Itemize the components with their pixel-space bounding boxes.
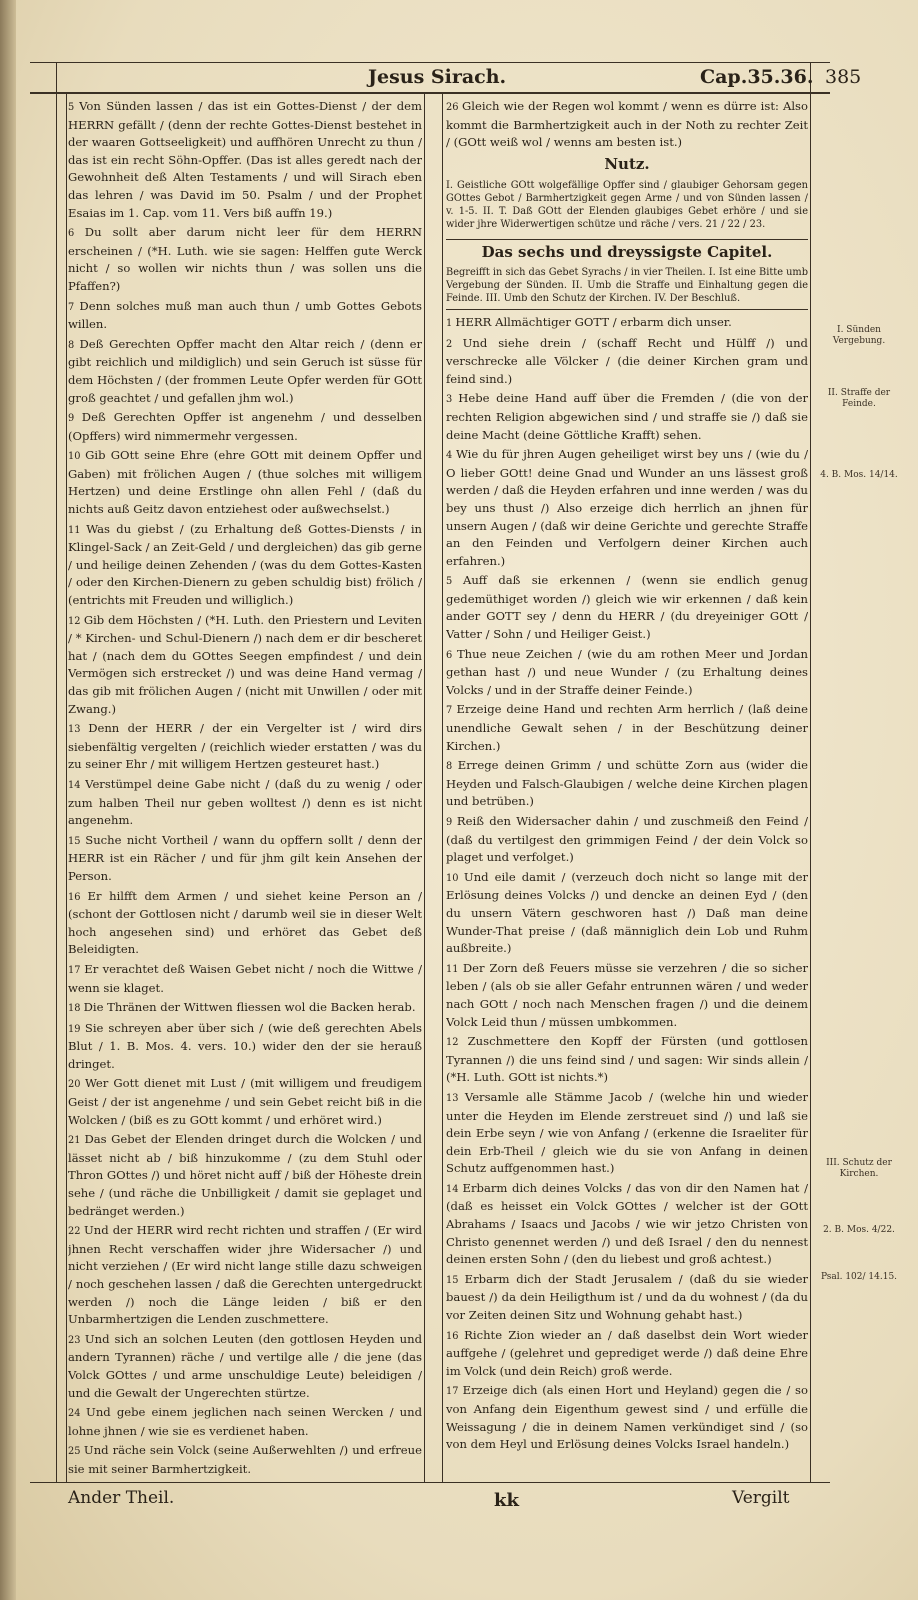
- verse-number: 15: [68, 835, 86, 847]
- verse: [68, 612, 422, 719]
- verse-text: Reiß den Widersacher dahin / und zuschmeiß den Feind / (daß du vertilgest den grimmigen Feind / der dein Volck so plaget und verfolget.): [446, 814, 808, 865]
- verse-number: 14: [446, 1183, 463, 1195]
- verse-number: 1: [446, 317, 456, 329]
- verse: [446, 646, 808, 700]
- verse-number: 12: [68, 615, 84, 627]
- verse-number: 7: [68, 301, 80, 313]
- verse-number: 20: [68, 1079, 85, 1091]
- verse-number: 6: [68, 228, 85, 240]
- verse: [446, 1382, 808, 1453]
- verse-text: Gib GOtt seine Ehre (ehre GOtt mit deinem Opffer und Gaben) mit frölichen Augen / (thue solches mit willigem Hertzen) und deine Erstlinge ohn allen Fehl / (daß du nichts auß Geitz davon entziehest oder außwechselst.): [68, 448, 422, 517]
- verse-text: Zuschmettere den Kopff der Fürsten (und gottlosen Tyrannen /) die uns feind sind / und sagen: Wir sinds allein / (*H. Luth. GOtt ist nichts.*): [446, 1034, 808, 1085]
- verse-number: 12: [446, 1037, 468, 1049]
- center-rule-left: [424, 92, 425, 1482]
- bottom-rule: [30, 1482, 830, 1483]
- verse-number: 4: [446, 450, 456, 462]
- chapter-title: Das sechs und dreyssigste Capitel.: [446, 239, 808, 262]
- verse-text: Und gebe einem jeglichen nach seinen Wercken / und lohne jhnen / wie sie es verdienet haben.: [68, 1405, 422, 1438]
- verse-text: Richte Zion wieder an / daß daselbst dein Wort wieder auffgehe / (gelehret und geprediget werde /) daß deine Ehre im Volck (und dein Reich) groß werde.: [446, 1327, 808, 1378]
- verse: [446, 390, 808, 444]
- verse-number: 8: [446, 761, 458, 773]
- verse-text: Erzeige deine Hand und rechten Arm herrlich / (laß deine unendliche Gewalt sehen / in der Beschützung deiner Kirchen.): [446, 702, 808, 753]
- verse-number: 24: [68, 1408, 87, 1420]
- verse-text: Deß Gerechten Opffer macht den Altar reich / (denn er gibt reichlich und mildiglich) und sein Geruch ist süsse für dem Höchsten / (der frommen Leute Opfer werden für GOtt groß geachtet / und gefallen jhm wol.): [68, 336, 422, 405]
- verse: [68, 1331, 422, 1402]
- verse-text: Du sollt aber darum nicht leer für dem HERRN erscheinen / (*H. Luth. wie sie sagen: Helffen gute Werck nicht / so wollen wir nichts thun / was sollen uns die Pfaffen?): [68, 225, 422, 293]
- verse-text: Sie schreyen aber über sich / (wie deß gerechten Abels Blut / 1. B. Mos. 4. vers. 10.) wider den der sie herauß dringet.: [68, 1020, 422, 1071]
- nutz-text: I. Geistliche GOtt wolgefällige Opffer sind / glaubiger Gehorsam gegen GOttes Gebot / Barmhertzigkeit gegen Arme / und von Sünden lassen / v. 1-5. II. T. Daß GOtt der Elenden glaubiges Gebet erhöre / und sie wider jhre Widerwertigen schütze und räche / vers. 21 / 22 / 23.: [446, 180, 808, 231]
- verse-text: Suche nicht Vortheil / wann du opffern sollt / denn der HERR ist ein Rächer / und für jhm gilt kein Ansehen der Person.: [68, 832, 422, 883]
- catchword: Vergilt: [732, 1488, 790, 1508]
- verse-number: 14: [68, 779, 86, 791]
- verse-number: 7: [446, 705, 457, 717]
- verse-text: Gleich wie der Regen wol kommt / wenn es dürre ist: Also kommt die Barmhertzigkeit auch in der Noth zu rechter Zeit / (GOtt weiß wol / wenns am besten ist.): [446, 99, 808, 150]
- verse-number: 23: [68, 1334, 85, 1346]
- chapter-reference: Cap.35.36.: [700, 66, 814, 88]
- top-rule: [30, 62, 830, 63]
- margin-note: I. Sünden Vergebung.: [832, 325, 886, 346]
- verse-number: 19: [68, 1023, 85, 1035]
- verse: [68, 224, 422, 295]
- verse: [68, 888, 422, 959]
- chapter-35-end: [446, 98, 808, 152]
- verse-number: 13: [68, 724, 89, 736]
- verse-text: HERR Allmächtiger GOTT / erbarm dich unser.: [455, 314, 732, 329]
- verse-text: Denn solches muß man auch thun / umb Gottes Gebots willen.: [68, 298, 422, 332]
- verse: [68, 447, 422, 518]
- verse: [68, 1404, 422, 1440]
- page-number: 385: [825, 66, 862, 88]
- verse-number: 6: [446, 649, 457, 661]
- verse: [446, 1089, 808, 1178]
- verse-number: 13: [446, 1092, 465, 1104]
- part-label: Ander Theil.: [68, 1488, 175, 1508]
- verse: [446, 1327, 808, 1381]
- verse-text: Auff daß sie erkennen / (wenn sie endlich genug gedemüthiget worden /) gleich wie wir erkennen / daß kein ander GOTT sey / denn du HERR / (du dreyeiniger GOtt / Vatter / Sohn / und Heiliger Geist.): [446, 573, 808, 642]
- verse-number: 5: [446, 576, 463, 588]
- verse-number: 10: [446, 872, 464, 884]
- verse: [68, 336, 422, 407]
- verse-text: Wie du für jhren Augen geheiliget wirst bey uns / (wie du / O lieber GOtt! deine Gnad und Wunder an uns lässest groß werden / daß die Heyden erfahren und inne werden / was du bey uns thust /) Also erzeige dich herrlich an jhnen für unsern Augen / (daß wir deine Gerichte und gerechte Straffe an den Feinden und Verfolgern deiner Kirchen auch erfahren.): [446, 447, 808, 568]
- margin-note: 2. B. Mos. 4/22.: [823, 1225, 895, 1235]
- verse: [68, 999, 422, 1018]
- verse-text: Hebe deine Hand auff über die Fremden / (die von der rechten Religion abgewichen sind / und straffe sie /) daß sie deine Macht (deine Göttliche Krafft) sehen.: [446, 391, 808, 442]
- verse-number: 8: [68, 339, 80, 351]
- verse-text: Er verachtet deß Waisen Gebet nicht / noch die Wittwe / wenn sie klaget.: [68, 961, 422, 995]
- verse-number: 22: [68, 1226, 84, 1238]
- verse: [68, 1222, 422, 1329]
- verse-text: Denn der HERR / der ein Vergelter ist / wird dirs siebenfältig vergelten / (reichlich wieder erstatten / was du zu seiner Ehr / mit willigem Hertzen gesteuret hast.): [68, 721, 422, 772]
- verse-text: Deß Gerechten Opffer ist angenehm / und desselben (Opffers) wird nimmermehr vergessen.: [68, 410, 422, 443]
- nutz-title: Nutz.: [604, 154, 650, 173]
- verse: [68, 961, 422, 997]
- verse-number: 11: [68, 524, 87, 536]
- verse: [68, 776, 422, 830]
- verse: [446, 98, 808, 152]
- verse-number: 9: [446, 817, 457, 828]
- verse: [68, 521, 422, 610]
- inner-left-rule: [66, 92, 67, 1482]
- verse-text: Was du giebst / (zu Erhaltung deß Gottes-Diensts / in Klingel-Sack / an Zeit-Geld / und dergleichen) das gib gerne / und heilige deinen Zehenden / (was du dem Gottes-Kasten / oder den Kirchen-Dienern zu geben schuldig bist) frölich / (entrichts mit Freuden und williglich.): [68, 521, 422, 608]
- header-rule: [30, 92, 830, 94]
- center-rule-right: [442, 92, 443, 1482]
- verse-number: 15: [446, 1274, 465, 1286]
- verse: [446, 1180, 808, 1269]
- verse-text: Errege deinen Grimm / und schütte Zorn aus (wider die Heyden und Falsch-Glaubigen / welche deine Kirchen plagen und betrüben.): [446, 758, 808, 809]
- verse: [446, 960, 808, 1031]
- verse: [68, 832, 422, 886]
- verse: [68, 298, 422, 334]
- verse-number: 17: [446, 1386, 463, 1398]
- signature-mark: kk: [494, 1490, 519, 1511]
- verse: [446, 701, 808, 755]
- running-title: Jesus Sirach.: [368, 66, 507, 88]
- verse-number: 25: [68, 1446, 84, 1458]
- verse-text: Gib dem Höchsten / (*H. Luth. den Priestern und Leviten / * Kirchen- und Schul-Dienern /) nach dem er dir bescheret hat / (nach dem du GOttes Seegen empfindest / und dein Vermögen sich erstrecket /) und was deine Hand vermag / das gib mit frölichen Augen / (nicht mit Unwillen / oder mit Zwang.): [68, 612, 422, 716]
- verse-number: 5: [68, 102, 80, 113]
- verse-number: 16: [68, 891, 88, 903]
- verse-number: 11: [446, 963, 463, 975]
- verse: [446, 314, 808, 333]
- verse-text: Erzeige dich (als einen Hort und Heyland) gegen die / so von Anfang dein Eigenthum gewest sind / und erfülle die Weissagung / die in deinem Namen verkündiget sind / (so von dem Heyl und Erlösung deines Volcks Israel handeln.): [446, 1383, 808, 1452]
- verse-text: Thue neue Zeichen / (wie du am rothen Meer und Jordan gethan hast /) und neue Wunder / (zu Erhaltung deines Volcks / und in der Straffe deiner Feinde.): [446, 646, 808, 697]
- verse-number: 16: [446, 1330, 465, 1342]
- verse: [68, 720, 422, 774]
- verse-text: Die Thränen der Wittwen fliessen wol die Backen herab.: [83, 1000, 416, 1015]
- verse-text: Und sich an solchen Leuten (den gottlosen Heyden und andern Tyrannen) räche / und vertilge alle / die jene (das Volck GOttes / und arme unschuldige Leute) beleidigen / und die Gewalt der Ungerechten stürtze.: [68, 1331, 422, 1400]
- verse: [68, 409, 422, 445]
- verse-text: Das Gebet der Elenden dringet durch die Wolcken / und lässet nicht ab / biß hinzukomme / (zu dem Stuhl oder Thron GOttes /) und höret nicht auff / biß der Höheste drein sehe / (und räche die Unbilligkeit / damit sie geplaget und bedränget werden.): [68, 1132, 422, 1218]
- right-margin-rule: [810, 62, 811, 1482]
- book-spine-shadow: [0, 0, 16, 1600]
- verse-text: Und eile damit / (verzeuch doch nicht so lange mit der Erlösung deines Volcks /) und dencke an deinen Eyd / (den du unsern Vätern geschworen hast /) Daß man deine Wunder-That preise / (daß männiglich dein Lob und Ruhm außbreite.): [446, 869, 808, 956]
- verse: [446, 869, 808, 958]
- verse-number: 3: [446, 394, 459, 406]
- margin-note: II. Straffe der Feinde.: [827, 388, 891, 409]
- verse: [446, 446, 808, 570]
- verse-text: Und siehe drein / (schaff Recht und Hülff /) und verschrecke alle Völcker / (die deiner Kirchen gram und feind sind.): [446, 335, 808, 386]
- verse-number: 26: [446, 102, 462, 113]
- verse: [68, 1442, 422, 1478]
- chapter-summary: Begreifft in sich das Gebet Syrachs / in vier Theilen. I. Ist eine Bitte umb Vergebung der Sünden. II. Umb die Straffe und Einhaltung gegen die Feinde. III. Umb den Schutz der Kirchen. IV. Der Beschluß.: [446, 266, 808, 310]
- left-text-column: [68, 98, 422, 1480]
- verse-text: Von Sünden lassen / das ist ein Gottes-Dienst / der dem HERRN gefällt / (denn der rechte Gottes-Dienst bestehet in der waaren Gottseeligkeit) und auffhören Unrecht zu thun / das ist ein recht Söhn-Opffer. (Das ist alles geredt nach der Gewohnheit deß Alten Testaments / und will Sirach eben das lehren / was David im 50. Psalm / und der Prophet Esaias im 1. Cap. vom 11. Vers biß auffn 19.): [68, 99, 422, 220]
- verse: [446, 572, 808, 643]
- verse-text: Und räche sein Volck (seine Außerwehlten /) und erfreue sie mit seiner Barmhertzigkeit.: [68, 1443, 422, 1476]
- verse-number: 10: [68, 451, 86, 463]
- verse-number: 9: [68, 413, 82, 425]
- margin-note: 4. B. Mos. 14/14.: [820, 470, 898, 480]
- chapter-36-verses: [446, 314, 808, 1454]
- verse-text: Wer Gott dienet mit Lust / (mit willigem und freudigem Geist / der ist angenehme / und sein Gebet reicht biß in die Wolcken / (biß es zu GOtt kommt / und erhöret wird.): [68, 1076, 422, 1127]
- verse-number: 17: [68, 964, 85, 976]
- verse-text: Der Zorn deß Feuers müsse sie verzehren / die so sicher leben / (als ob sie aller Gefahr entrunnen wären / und weder nach GOtt / noch nach Menschen fragen /) und die deinem Volck Leid thun / müssen umbkommen.: [446, 960, 808, 1029]
- verse: [446, 1271, 808, 1325]
- margin-note: Psal. 102/ 14.15.: [820, 1272, 898, 1282]
- verse-number: 18: [68, 1003, 84, 1015]
- verse: [68, 1075, 422, 1129]
- verse: [68, 1131, 422, 1220]
- verse-number: 21: [68, 1135, 85, 1147]
- verse-text: Und der HERR wird recht richten und straffen / (Er wird jhnen Recht verschaffen wider jhre Widersacher /) und nicht verziehen / (Er wird nicht lange stille dazu schweigen / noch geschehen lassen / daß die Gerechten untergedruckt werden /) noch die Länge leiden / biß er den Unbarmhertzigen die Lenden zuschmettere.: [68, 1223, 422, 1327]
- margin-note: III. Schutz der Kirchen.: [826, 1158, 892, 1179]
- verse-text: Erbarm dich der Stadt Jerusalem / (daß du sie wieder bauest /) da dein Heiligthum ist / und da du wohnest / (da du vor Zeiten deinen Sitz und Wohnung gehabt hast.): [446, 1271, 808, 1323]
- right-text-column: [446, 98, 808, 1480]
- verse: [446, 1033, 808, 1087]
- verse-text: Versamle alle Stämme Jacob / (welche hin und wieder unter die Heyden im Elende zerstreuet sind /) und laß sie dein Erbe seyn / wie von Anfang / (erkenne die Israeliter für dein Erb-Theil / gleich wie du sie von Anfang in deinen Schutz auffgenommen hast.): [446, 1089, 808, 1176]
- verse: [68, 1020, 422, 1074]
- verse: [446, 813, 808, 867]
- verse-text: Er hilfft dem Armen / und siehet keine Person an / (schont der Gottlosen nicht / darumb weil sie in dieser Welt hoch angesehen sind) und erhöret das Gebet deß Beleidigten.: [68, 888, 422, 957]
- verse-number: 2: [446, 338, 463, 350]
- verse-text: Verstümpel deine Gabe nicht / (daß du zu wenig / oder zum halben Theil nur geben wolltest /) denn es ist nicht angenehm.: [68, 776, 422, 828]
- verse-text: Erbarm dich deines Volcks / das von dir den Namen hat / (daß es heisset ein Volck GOttes / welcher ist der GOtt Abrahams / Isaacs und Jacobs / wie wir jetzo Christen von Christo genennet werden /) und deß Israel / den du nennest deinen ersten Sohn / (den du liebest und groß achtest.): [446, 1180, 808, 1267]
- verse: [68, 98, 422, 222]
- left-margin-rule: [56, 62, 57, 1482]
- verse: [446, 757, 808, 811]
- verse: [446, 335, 808, 389]
